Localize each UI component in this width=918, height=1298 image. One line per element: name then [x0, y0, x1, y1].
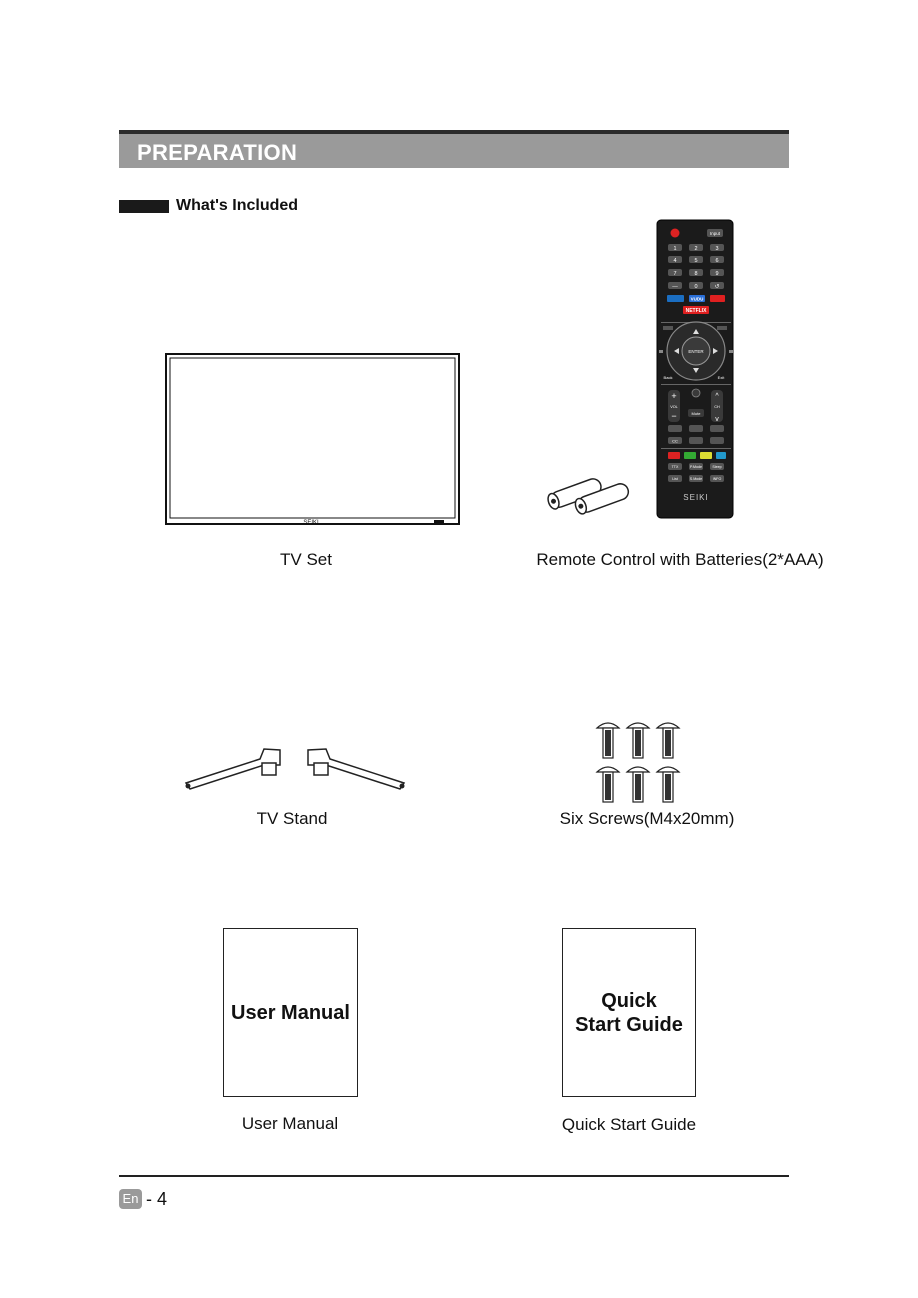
svg-text:CC: CC: [672, 438, 678, 444]
quick-guide-cover-line1: Quick: [601, 989, 657, 1012]
svg-text:^: ^: [715, 393, 719, 400]
tv-stand-illustration: [180, 745, 410, 795]
svg-text:SEIKI: SEIKI: [683, 493, 709, 502]
svg-text:Mute: Mute: [691, 411, 701, 416]
svg-text:Back: Back: [663, 375, 673, 380]
svg-text:CH: CH: [714, 405, 720, 409]
screws-illustration: [593, 718, 693, 806]
tv-set-illustration: [162, 350, 462, 530]
section-header-bar: [119, 130, 789, 168]
svg-text:9: 9: [715, 271, 719, 277]
svg-text:3: 3: [715, 246, 719, 252]
caption-tv-set: TV Set: [280, 550, 332, 569]
tv-logo: SEIKI: [303, 520, 319, 526]
svg-text:VUDU: VUDU: [690, 296, 704, 302]
svg-text:v: v: [715, 416, 719, 423]
remote-control-illustration: [655, 218, 737, 520]
svg-text:S.Mode: S.Mode: [689, 477, 703, 481]
svg-text:6: 6: [715, 258, 719, 264]
svg-text:List: List: [672, 477, 678, 481]
caption-user-manual: User Manual: [241, 1114, 339, 1133]
svg-text:4: 4: [673, 258, 677, 264]
quick-start-guide-cover: [562, 928, 696, 1097]
svg-text:8: 8: [694, 271, 698, 277]
batteries-illustration: [540, 468, 635, 528]
caption-six-screws: Six Screws(M4x20mm): [559, 809, 735, 828]
language-badge: En: [119, 1189, 142, 1209]
svg-text:P.Mode: P.Mode: [690, 465, 702, 469]
svg-text:VOL: VOL: [670, 405, 678, 409]
svg-text:7: 7: [673, 271, 677, 277]
svg-text:0: 0: [694, 284, 698, 290]
svg-text:1: 1: [673, 246, 677, 252]
svg-text:+: +: [671, 391, 677, 401]
page-number: - 4: [146, 1189, 168, 1209]
svg-text:−: −: [671, 411, 677, 421]
svg-text:—: —: [672, 284, 678, 290]
page-title: PREPARATION: [137, 140, 298, 165]
svg-text:↺: ↺: [714, 284, 720, 290]
section-title: What's Included: [176, 197, 299, 214]
section-marker: [119, 200, 169, 213]
quick-guide-cover-line2: Start Guide: [575, 1013, 683, 1036]
svg-text:NETFLIX: NETFLIX: [685, 308, 707, 314]
svg-text:Input: Input: [709, 231, 721, 236]
caption-remote-control: Remote Control with Batteries(2*AAA): [536, 550, 824, 569]
footer-rule: [119, 1175, 789, 1177]
svg-text:INFO: INFO: [712, 477, 722, 481]
svg-text:Exit: Exit: [717, 375, 725, 380]
svg-text:ENTER: ENTER: [688, 349, 704, 354]
caption-quick-start-guide: Quick Start Guide: [561, 1115, 697, 1134]
user-manual-cover: [223, 928, 358, 1097]
svg-text:TTX: TTX: [671, 465, 679, 469]
svg-text:5: 5: [694, 258, 698, 264]
svg-text:Sleep: Sleep: [712, 465, 722, 469]
caption-tv-stand: TV Stand: [256, 809, 328, 828]
svg-text:2: 2: [694, 246, 698, 252]
user-manual-cover-title: User Manual: [231, 1001, 350, 1024]
